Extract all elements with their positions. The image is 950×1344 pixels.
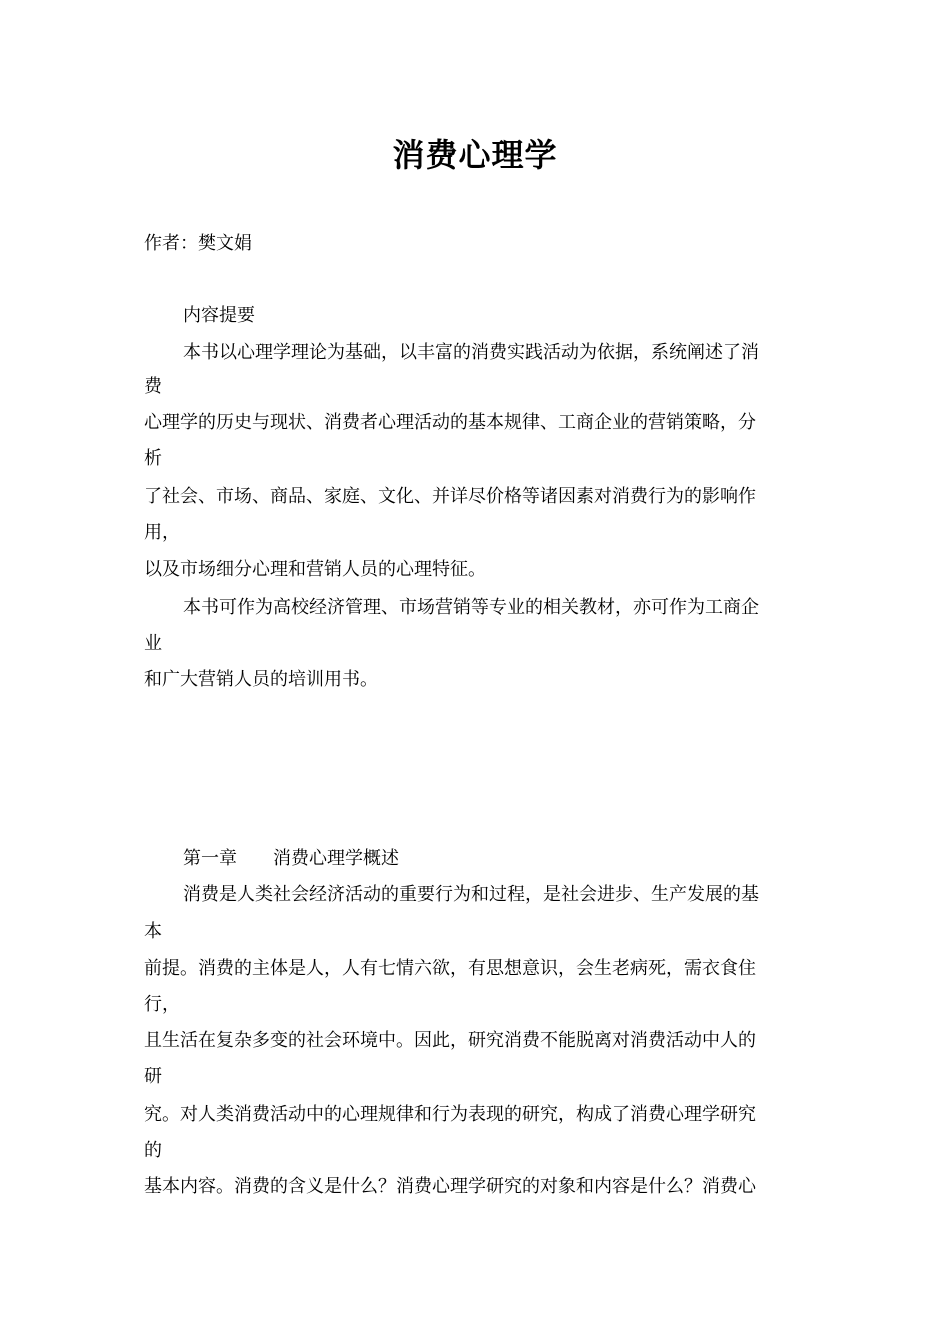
chapter-line: 究。对人类消费活动中的心理规律和行为表现的研究，构成了消费心理学研究 [144,1104,756,1125]
author-line: 作者：樊文娟 [144,233,252,254]
summary-line: 心理学的历史与现状、消费者心理活动的基本规律、工商企业的营销策略，分 [144,412,756,433]
summary-line: 本书以心理学理论为基础，以丰富的消费实践活动为依据，系统阐述了消 [183,342,759,363]
summary-line: 以及市场细分心理和营销人员的心理特征。 [144,559,486,580]
summary-line: 和广大营销人员的培训用书。 [144,669,378,690]
chapter-line: 基本内容。消费的含义是什么？消费心理学研究的对象和内容是什么？消费心 [144,1176,756,1197]
chapter-line: 行， [144,994,180,1015]
summary-line: 本书可作为高校经济管理、市场营销等专业的相关教材，亦可作为工商企 [183,597,759,618]
chapter-line: 本 [144,921,162,942]
summary-line: 费 [144,376,162,397]
summary-line: 业 [144,633,162,654]
chapter-line: 消费是人类社会经济活动的重要行为和过程，是社会进步、生产发展的基 [183,884,759,905]
chapter-line: 研 [144,1066,162,1087]
chapter-line: 前提。消费的主体是人，人有七情六欲，有思想意识，会生老病死，需衣食住 [144,958,756,979]
chapter-line: 的 [144,1140,162,1161]
document-title: 消费心理学 [392,136,558,174]
summary-heading: 内容提要 [183,305,255,326]
summary-line: 用， [144,522,180,543]
chapter-line: 且生活在复杂多变的社会环境中。因此，研究消费不能脱离对消费活动中人的 [144,1030,756,1051]
chapter-heading: 第一章 消费心理学概述 [183,848,399,869]
summary-line: 析 [144,448,162,469]
summary-line: 了社会、市场、商品、家庭、文化、并详尽价格等诸因素对消费行为的影响作 [144,486,756,507]
